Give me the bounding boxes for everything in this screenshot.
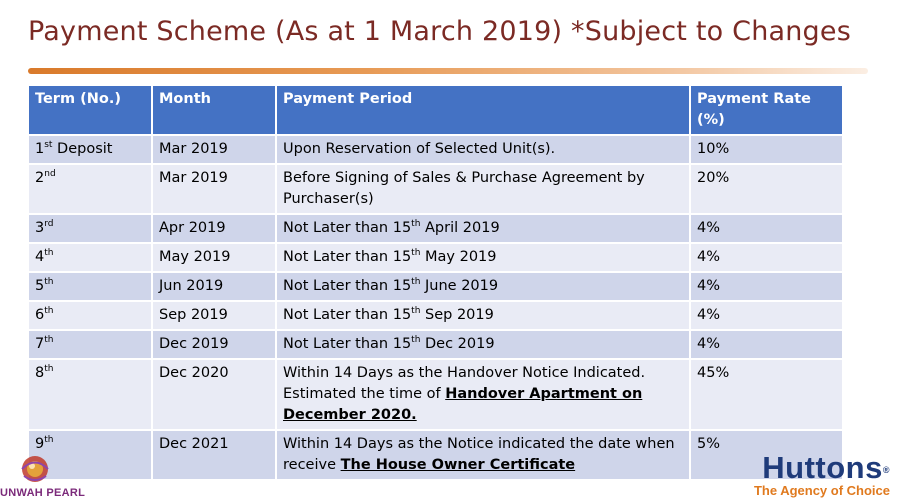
month-cell: Jun 2019 xyxy=(152,272,276,301)
registered-mark: ® xyxy=(882,465,890,475)
payment-rate-cell: 4% xyxy=(690,301,843,330)
page-title: Payment Scheme (As at 1 March 2019) *Subject to Changes xyxy=(28,16,851,47)
header-payment-rate: Payment Rate (%) xyxy=(690,85,843,135)
month-cell: Dec 2019 xyxy=(152,330,276,359)
period-text: Not Later than 15 xyxy=(283,307,412,323)
table-row xyxy=(28,164,843,214)
period-text: Not Later than 15 xyxy=(283,249,412,265)
payment-period-cell xyxy=(276,214,690,243)
term-ordinal: th xyxy=(44,435,54,446)
table-row xyxy=(28,359,843,430)
payment-rate-cell: 4% xyxy=(690,272,843,301)
term-ordinal: th xyxy=(44,364,54,375)
payment-rate-cell: 4% xyxy=(690,243,843,272)
period-text: Before Signing of Sales & Purchase Agreement by Purchaser(s) xyxy=(283,170,645,207)
period-text: Dec 2019 xyxy=(420,336,495,352)
huttons-brand xyxy=(740,452,890,484)
month-cell: Dec 2020 xyxy=(152,359,276,430)
month-cell: Mar 2019 xyxy=(152,164,276,214)
term-ordinal: th xyxy=(44,306,54,317)
period-text: Not Later than 15 xyxy=(283,278,412,294)
month-cell: Sep 2019 xyxy=(152,301,276,330)
payment-period-cell xyxy=(276,359,690,430)
period-text: Not Later than 15 xyxy=(283,336,412,352)
term-cell xyxy=(28,243,152,272)
payment-rate-cell: 10% xyxy=(690,135,843,164)
payment-period-cell xyxy=(276,164,690,214)
payment-period-cell xyxy=(276,272,690,301)
period-text: Within 14 Days as the Handover Notice Indicated. Estimated the time of xyxy=(283,365,646,402)
period-text: Upon Reservation of Selected Unit(s). xyxy=(283,141,556,157)
emphasized-text: The House Owner Certificate xyxy=(340,457,576,473)
table-row xyxy=(28,135,843,164)
term-number: 4 xyxy=(35,249,45,265)
table-row xyxy=(28,272,843,301)
payment-period-cell xyxy=(276,301,690,330)
period-text: May 2019 xyxy=(420,249,497,265)
header-payment-period: Payment Period xyxy=(276,85,690,135)
huttons-brand-text: Huttons xyxy=(762,450,883,485)
term-number: 2 xyxy=(35,170,45,186)
payment-rate-cell: 20% xyxy=(690,164,843,214)
period-text: th xyxy=(411,306,421,317)
term-number: 6 xyxy=(35,307,45,323)
term-ordinal: th xyxy=(44,277,54,288)
term-number: 7 xyxy=(35,336,45,352)
term-ordinal: rd xyxy=(44,219,54,230)
term-cell xyxy=(28,272,152,301)
term-number: 1 xyxy=(35,141,45,157)
payment-period-cell xyxy=(276,135,690,164)
payment-rate-cell: 45% xyxy=(690,359,843,430)
table-header-row xyxy=(28,85,843,135)
term-number: 3 xyxy=(35,220,45,236)
table-row xyxy=(28,214,843,243)
term-suffix: Deposit xyxy=(52,141,113,157)
payment-period-cell xyxy=(276,243,690,272)
table-row xyxy=(28,330,843,359)
period-text: th xyxy=(411,277,421,288)
period-text: June 2019 xyxy=(420,278,499,294)
pearl-emblem-icon xyxy=(18,452,52,486)
term-number: 8 xyxy=(35,365,45,381)
period-text: th xyxy=(411,335,421,346)
term-cell xyxy=(28,135,152,164)
period-text: April 2019 xyxy=(420,220,500,236)
table-row xyxy=(28,430,843,480)
title-underline xyxy=(28,68,868,74)
month-cell: Apr 2019 xyxy=(152,214,276,243)
term-ordinal: th xyxy=(44,248,54,259)
header-month: Month xyxy=(152,85,276,135)
table-row xyxy=(28,243,843,272)
term-cell xyxy=(28,301,152,330)
emphasized-text: Handover Apartment on December 2020. xyxy=(283,386,643,423)
month-cell: May 2019 xyxy=(152,243,276,272)
payment-rate-cell: 5% xyxy=(690,430,843,480)
term-number: 5 xyxy=(35,278,45,294)
period-text: th xyxy=(411,248,421,259)
header-term: Term (No.) xyxy=(28,85,152,135)
huttons-tagline: The Agency of Choice xyxy=(753,483,890,498)
term-cell xyxy=(28,359,152,430)
payment-rate-cell: 4% xyxy=(690,214,843,243)
term-cell xyxy=(28,330,152,359)
table-row xyxy=(28,301,843,330)
term-ordinal: th xyxy=(44,335,54,346)
huttons-logo xyxy=(740,452,890,501)
developer-logo xyxy=(0,450,110,501)
payment-table xyxy=(27,84,844,481)
payment-period-cell xyxy=(276,330,690,359)
term-cell xyxy=(28,214,152,243)
payment-period-cell xyxy=(276,430,690,480)
month-cell: Mar 2019 xyxy=(152,135,276,164)
developer-logo-text: UNWAH PEARL xyxy=(0,487,86,499)
payment-rate-cell: 4% xyxy=(690,330,843,359)
month-cell: Dec 2021 xyxy=(152,430,276,480)
period-text: th xyxy=(411,219,421,230)
period-text: Sep 2019 xyxy=(420,307,494,323)
term-cell xyxy=(28,164,152,214)
term-ordinal: nd xyxy=(44,169,56,180)
period-text: Not Later than 15 xyxy=(283,220,412,236)
term-number: 9 xyxy=(35,436,45,452)
period-text: Within 14 Days as the Notice indicated the date when receive xyxy=(283,436,675,473)
term-ordinal: st xyxy=(44,140,53,151)
